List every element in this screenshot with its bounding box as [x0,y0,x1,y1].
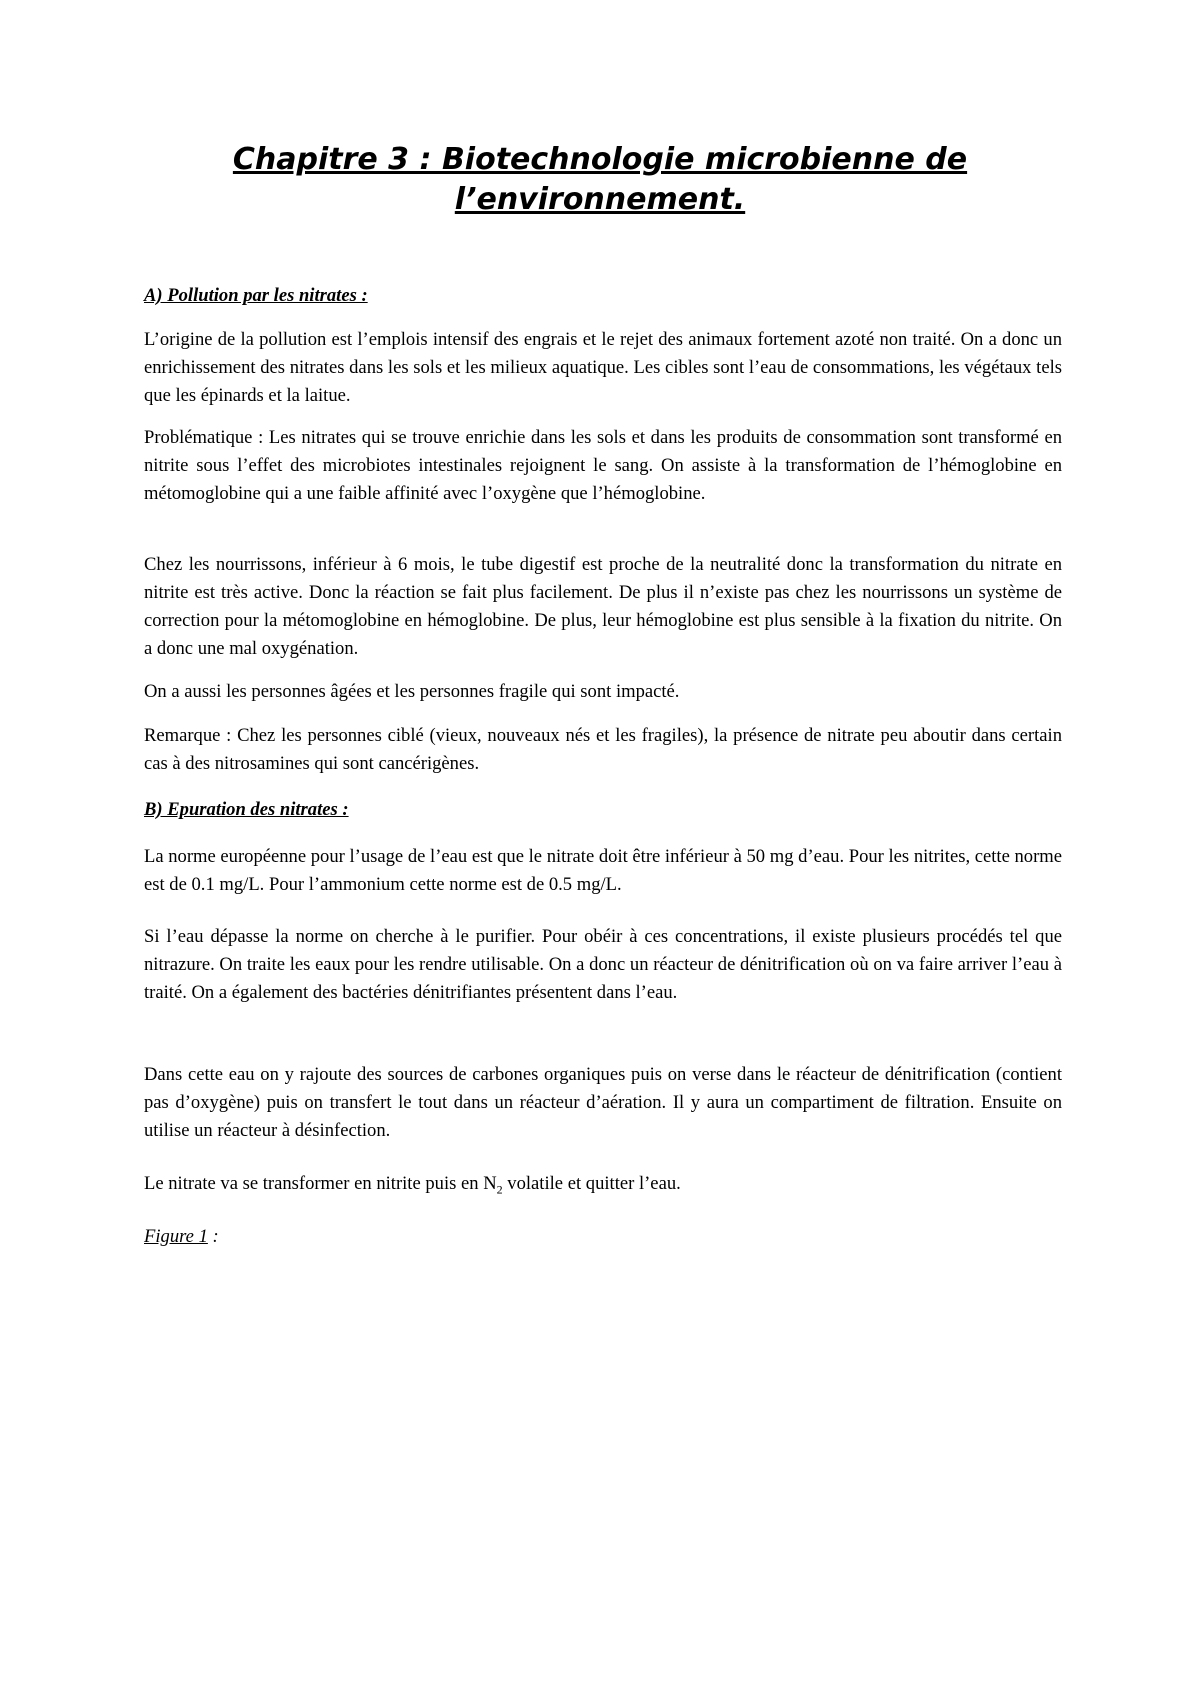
section-b-paragraph-4 [144,1170,1062,1198]
chapter-title-line-1: Chapitre 3 : Biotechnologie microbienne de [232,142,968,177]
section-b-heading: B) Epuration des nitrates : [144,799,349,820]
chapter-title-line-2: l’environnement. [454,182,746,217]
paragraph-text-end: volatile et quitter l’eau. [502,1173,681,1194]
paragraph-text-start: Le nitrate va se transformer en nitrite puis en N [144,1173,497,1194]
section-a-paragraph-5: Remarque : Chez les personnes ciblé (vieux, nouveaux nés et les fragiles), la présence de nitrate peu aboutir dans certain cas à des nitrosamines qui sont cancérigènes. [144,725,1062,774]
figure-caption [144,1223,219,1251]
figure-name: Figure 1 [144,1226,208,1247]
section-a-heading: A) Pollution par les nitrates : [144,285,368,306]
section-a-paragraph-3: Chez les nourrissons, inférieur à 6 mois, le tube digestif est proche de la neutralité donc la transformation du nitrate en nitrite est très active. Donc la réaction se fait plus facilement. De plus il n’existe pas chez les nourrissons un système de correction pour la métomoglobine en hémoglobine. De plus, leur hémoglobine est plus sensible à la fixation du nitrite. On a donc une mal oxygénation. [144,554,1062,659]
figure-caption-suffix: : [207,1226,219,1247]
section-a-paragraph-4: On a aussi les personnes âgées et les personnes fragile qui sont impacté. [144,681,680,702]
section-a-paragraph-2: Problématique : Les nitrates qui se trouve enrichie dans les sols et dans les produits de consommation sont transformé en nitrite sous l’effet des microbiotes intestinales rejoignent le sang. On assiste à la transformation de l’hémoglobine en métomoglobine qui a une faible affinité avec l’oxygène que l’hémoglobine. [144,427,1062,504]
chapter-title [180,140,1020,220]
section-a-paragraph-1: L’origine de la pollution est l’emplois intensif des engrais et le rejet des animaux fortement azoté non traité. On a donc un enrichissement des nitrates dans les sols et les milieux aquatique. Les cibles sont l’eau de consommations, les végétaux tels que les épinards et la laitue. [144,329,1062,406]
section-b-paragraph-3: Dans cette eau on y rajoute des sources de carbones organiques puis on verse dans le réacteur de dénitrification (contient pas d’oxygène) puis on transfert le tout dans un réacteur d’aération. Il y aura un compartiment de filtration. Ensuite on utilise un réacteur à désinfection. [144,1064,1062,1141]
section-b-paragraph-1: La norme européenne pour l’usage de l’eau est que le nitrate doit être inférieur à 50 mg d’eau. Pour les nitrites, cette norme est de 0.1 mg/L. Pour l’ammonium cette norme est de 0.5 mg/L. [144,846,1062,895]
section-b-paragraph-2: Si l’eau dépasse la norme on cherche à le purifier. Pour obéir à ces concentrations, il existe plusieurs procédés tel que nitrazure. On traite les eaux pour les rendre utilisable. On a donc un réacteur de dénitrification où on va faire arriver l’eau à traité. On a également des bactéries dénitrifiantes présentent dans l’eau. [144,926,1062,1003]
subscript-two: 2 [496,1182,503,1197]
